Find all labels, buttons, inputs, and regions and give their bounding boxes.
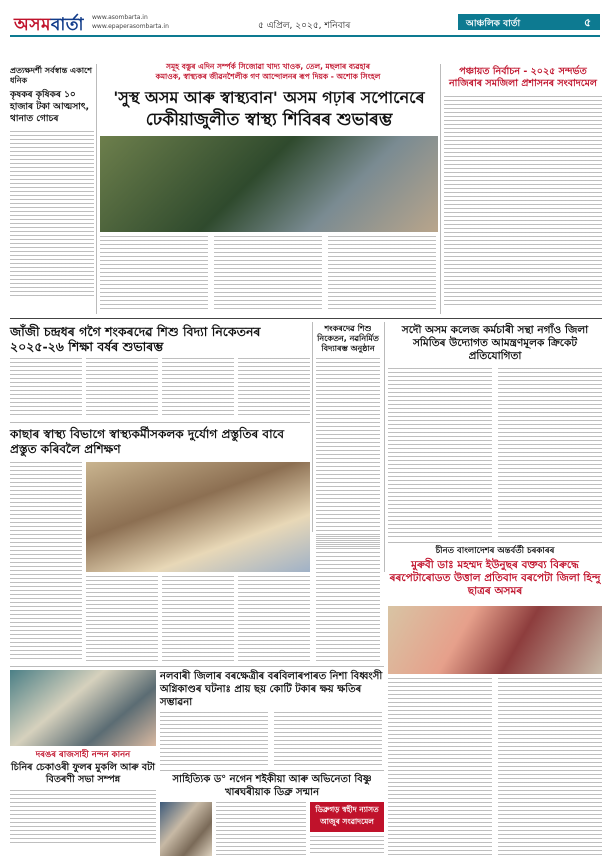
cricket-body-col-1 — [388, 368, 492, 538]
left-story-kicker: প্ৰত্যক্ষদৰ্শী সৰ্বস্বান্ত একাশে ধনিক — [10, 66, 92, 85]
event-notice-line-1: ডিব্ৰুগড় স্বহীদ ন্যাসত — [315, 805, 379, 814]
event-notice-line-2: আজুৰ সংৱাদমেল — [320, 817, 374, 826]
protest-headline[interactable]: মুৰুবী ডাঃ মহম্মদ ইউনুছৰ বক্তব্য বিৰুদ্ধে ৰৰপেটাৰোডত উত্তাল প্ৰতিবাদ বৰপেটা জিলা হিন্দু ছাত্ৰৰ অসমৰ — [389, 559, 601, 597]
lead-kicker-line-2: কমাওক, স্বাস্থ্যকৰ জীৱনশৈলীক গণ আন্দোলনৰ ৰূপ দিয়ক - অশোক সিংহল — [155, 72, 381, 81]
literary-headline[interactable]: সাহিত্যিক ড° নগেন শইকীয়া আৰু অভিনেতা বিষ্ণু খাৰঘৰীয়াক ডিব্ৰু সন্মান — [172, 774, 372, 798]
health-body-col-2 — [86, 576, 158, 662]
section-divider — [10, 422, 310, 423]
dateline: ৫ এপ্ৰিল, ২০২৫, শনিবাৰ — [258, 21, 351, 31]
lead-story — [100, 62, 436, 82]
flower-show-story — [10, 750, 156, 844]
lead-headline-line-1[interactable]: 'সুস্থ অসম আৰু স্বাস্থ্যবান' অসম গঢ়াৰ সপোনেৰে — [113, 88, 425, 107]
health-body-col-3 — [162, 576, 234, 662]
school-body-col-4 — [238, 358, 310, 418]
left-story-headline[interactable]: কৃষকৰ কৃষিকৰ ১০ হাজাৰ টকা আত্মসাৎ, থানাত গোচৰ — [10, 90, 90, 124]
section-divider — [388, 542, 602, 543]
cricket-headline[interactable]: সদৌ অসম কলেজ কৰ্মচাৰী সন্থা নগাঁও জিলা সমিতিৰ উদ্যোগত আমন্ত্ৰণমূলক ক্ৰিকেট প্ৰতিযোগিতা — [401, 324, 589, 362]
flower-show-kicker: দৰঙৰ ৰাজসাহী নন্দন কানন — [35, 750, 131, 760]
health-headline[interactable]: কাছাৰ স্বাস্থ্য বিভাগে স্বাস্থ্যকৰ্মীসকলক দুৰ্যোগ প্ৰস্তুতিৰ বাবে প্ৰস্তুত কৰিবলৈ প্ৰশিক্ষণ — [10, 427, 285, 456]
protest-body-col-2 — [498, 678, 602, 856]
panchayat-story — [444, 66, 602, 308]
school-headline[interactable]: জাঁজী চন্দ্ৰধৰ গগৈ শংকৰদেৱ শিশু বিদ্যা নিকেতনৰ ২০২৫-২৬ শিক্ষা বৰ্ষৰ শুভাৰম্ভ — [10, 324, 261, 354]
lead-kicker-line-1: সমূহ বস্তুৰ এদিন সৰ্ম্পৰ্ক সিজোৱা খাদ্য খাওক, তেল, মছলাৰ ব্যৱহাৰ — [166, 62, 370, 71]
school-body-col-1 — [10, 358, 82, 418]
epaper-link[interactable]: www.epaperasombarta.in — [92, 23, 169, 30]
school-body-col-3 — [162, 358, 234, 418]
protest-story — [388, 546, 602, 598]
protest-photo[interactable] — [388, 606, 602, 674]
lead-photo[interactable] — [100, 136, 438, 232]
health-body-col-1 — [10, 462, 82, 662]
panchayat-headline[interactable]: পঞ্চায়ত নিৰ্বাচন - ২০২৫ সন্দৰ্ভত নাজিৰাৰ সমজিলা প্ৰশাসনৰ সংবাদমেল — [449, 66, 597, 89]
section-divider — [10, 666, 384, 667]
column-divider — [440, 64, 441, 314]
event-notice-body — [310, 836, 384, 856]
fire-body-col-2 — [274, 712, 382, 766]
lead-headline-line-2[interactable]: ঢেকীয়াজুলীত স্বাস্থ্য শিবিৰৰ শুভাৰম্ভ — [145, 110, 393, 130]
lead-body-col-3 — [328, 236, 436, 312]
masthead-rule — [10, 35, 600, 37]
fire-photo[interactable] — [10, 670, 156, 746]
logo-text-main: অসম — [14, 15, 51, 35]
school-body-col-2 — [86, 358, 158, 418]
literary-photo[interactable] — [160, 802, 212, 856]
fire-headline[interactable]: নলবাৰী জিলাৰ বৰক্ষেত্ৰীৰ বৰবিলাৰপাৰত নিশা বিধ্বংসী অগ্নিকাণ্ডৰ ঘটনাঃ প্ৰায় ছয় কোটি টকাৰ ক্ষয় ক্ষতিৰ সম্ভাৱনা — [160, 671, 383, 708]
health-photo[interactable] — [86, 462, 310, 572]
health-body-col-4 — [238, 576, 310, 662]
side-note-body-cont — [316, 536, 380, 662]
side-note-body — [316, 358, 380, 548]
column-divider — [312, 322, 313, 532]
side-note — [316, 324, 380, 548]
cricket-body-col-2 — [498, 368, 602, 538]
section-divider — [160, 770, 384, 771]
protest-kicker: চীনত বাংলাদেশৰ অন্তৰ্বৰ্তী চৰকাৰৰ — [435, 546, 555, 556]
page-number: ৫ — [584, 16, 592, 29]
left-story-body — [10, 131, 94, 297]
column-divider — [96, 64, 97, 314]
website-link[interactable]: www.asombarta.in — [92, 14, 148, 21]
logo-text-accent: বাৰ্তা — [50, 15, 84, 35]
side-note-headline[interactable]: শংকৰদেৱ শিশু নিকেতন, নৱনিৰ্মিত বিদ্যাৰম্ভ অনুষ্ঠান — [317, 324, 379, 353]
lead-body-col-2 — [214, 236, 322, 312]
literary-body — [216, 802, 306, 856]
section-tab — [458, 14, 600, 30]
left-story — [10, 66, 94, 297]
section-divider — [10, 318, 602, 319]
section-label: আঞ্চলিক বাৰ্তা — [466, 19, 521, 29]
masthead — [0, 0, 610, 58]
protest-body-col-1 — [388, 678, 492, 856]
flower-show-headline[interactable]: চিনিৰ চেকাওৰী ফুলৰ মুকলি আৰু বটা বিতৰণী সভা সম্পন্ন — [10, 762, 156, 785]
column-divider — [384, 322, 385, 572]
fire-body-col-1 — [160, 712, 268, 766]
website-links — [92, 13, 169, 31]
lead-body-col-1 — [100, 236, 208, 312]
panchayat-body — [444, 96, 602, 308]
flower-show-body — [10, 790, 156, 844]
event-notice-box[interactable] — [310, 802, 384, 832]
